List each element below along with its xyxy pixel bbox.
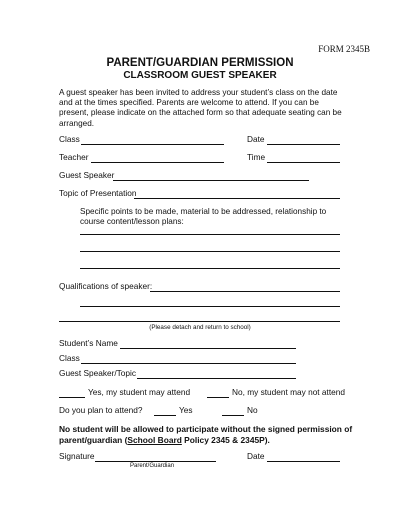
class-label: Class [59,134,80,144]
signature-field[interactable] [95,461,216,462]
notice-text-after: Policy 2345 & 2345P). [181,434,270,445]
form-subtitle: CLASSROOM GUEST SPEAKER [123,70,277,81]
no-attend-label: No, my student may not attend [232,387,345,397]
no-attend-blank[interactable] [207,397,229,398]
permission-notice [59,424,359,445]
notice-text-before: No student will be allowed to participate without the signed permission of parent/guardian ( [59,424,353,445]
student-name-field[interactable] [120,348,296,349]
class-field[interactable] [81,144,224,145]
specific-points-line-3[interactable] [80,268,340,269]
guest-topic-field[interactable] [137,378,296,379]
specific-points-line-1[interactable] [80,234,340,235]
date-field[interactable] [267,144,340,145]
guest-speaker-field[interactable] [113,180,309,181]
notice-policy-underlined: School Board [127,434,182,445]
detach-line [59,321,340,322]
qualifications-line-2[interactable] [80,306,340,307]
time-label: Time [247,152,266,162]
teacher-label: Teacher [59,152,89,162]
yes-attend-label: Yes, my student may attend [88,387,191,397]
return-class-label: Class [59,353,80,363]
intro-paragraph: A guest speaker has been invited to address your student’s class on the date and at the times specified. Parents are welcome to attend. If you can be present, please indicate on the attached form so that adequate seating can be arranged. [59,88,342,128]
plan-yes-label: Yes [179,405,193,415]
signature-date-label: Date [247,451,265,461]
detach-note: (Please detach and return to school) [149,324,251,331]
signature-sublabel: Parent/Guardian [130,463,175,469]
signature-date-field[interactable] [267,461,340,462]
form-number: FORM 2345B [318,44,370,54]
signature-label: Signature [59,451,95,461]
plan-no-blank[interactable] [222,415,244,416]
plan-attend-label: Do you plan to attend? [59,405,143,415]
form-title: PARENT/GUARDIAN PERMISSION [106,57,294,69]
guest-topic-label: Guest Speaker/Topic [59,368,137,378]
teacher-field[interactable] [91,162,224,163]
yes-attend-blank[interactable] [59,397,85,398]
guest-speaker-label: Guest Speaker [59,170,115,180]
plan-yes-blank[interactable] [154,415,176,416]
return-class-field[interactable] [81,363,296,364]
qualifications-field[interactable] [150,291,340,292]
topic-field[interactable] [134,198,340,199]
specific-points-line-2[interactable] [80,251,340,252]
date-label: Date [247,134,265,144]
specific-points-label: Specific points to be made, material to be addressed, relationship to course content/lesson plans: [80,207,327,226]
time-field[interactable] [267,162,340,163]
plan-no-label: No [247,405,258,415]
qualifications-label: Qualifications of speaker: [59,281,153,291]
student-name-label: Student’s Name [59,338,118,348]
topic-label: Topic of Presentation [59,188,137,198]
